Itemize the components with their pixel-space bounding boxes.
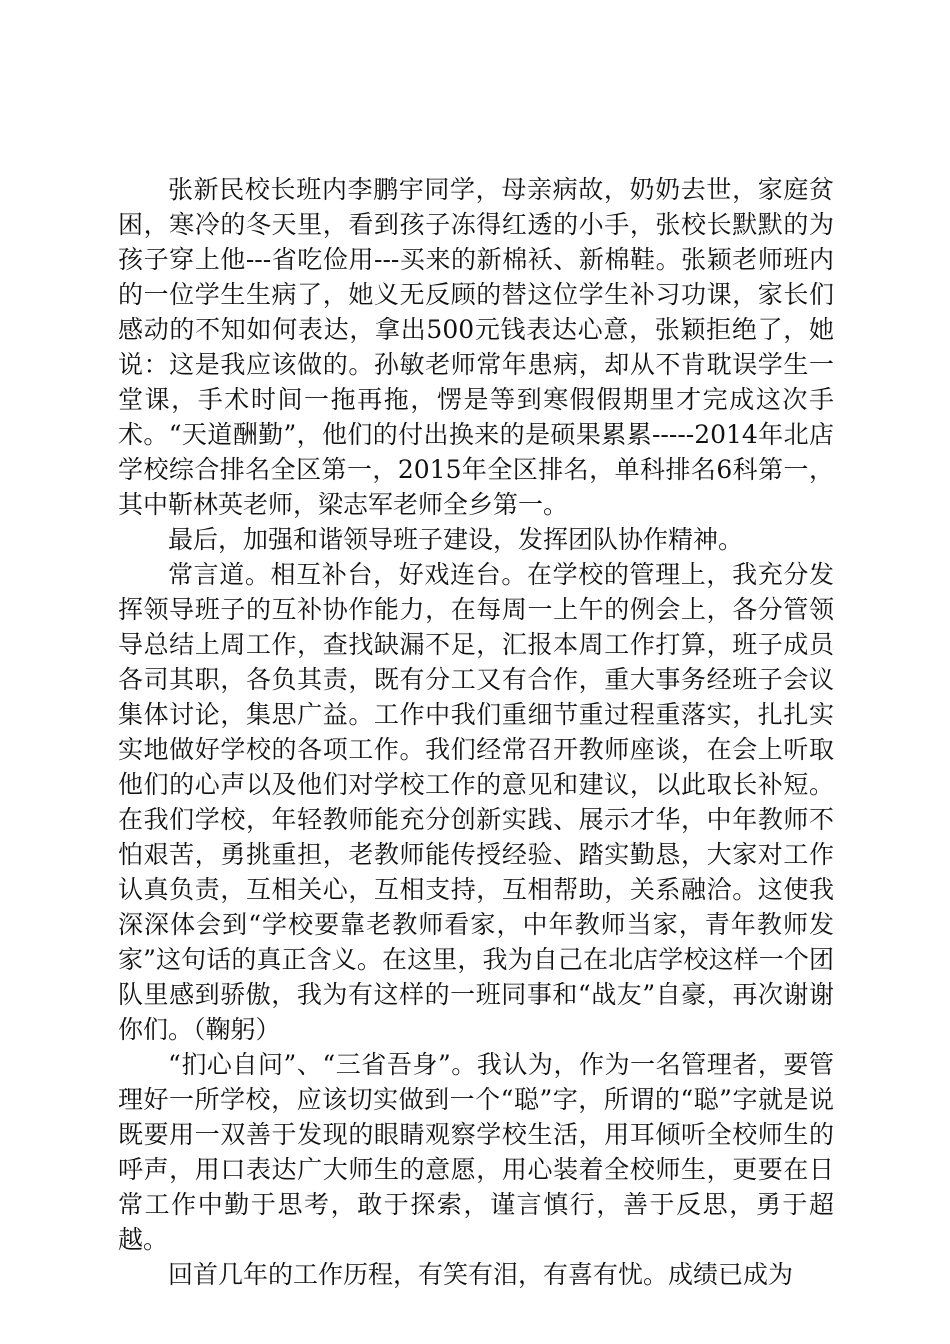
- paragraph-teamwork: 常言道。相互补台，好戏连台。在学校的管理上，我充分发挥领导班子的互补协作能力，在每周一上午的例会上，各分管领导总结上周工作，查找缺漏不足，汇报本周工作打算，班子成员各司其职，各负其责，既有分工又有合作，重大事务经班子会议集体讨论，集思广益。工作中我们重细节重过程重落实，扎扎实实地做好学校的各项工作。我们经常召开教师座谈，在会上听取他们的心声以及他们对学校工作的意见和建议，以此取长补短。在我们学校，年轻教师能充分创新实践、展示才华，中年教师不怕艰苦，勇挑重担，老教师能传授经验、踏实勤恳，大家对工作认真负责，互相关心，互相支持，互相帮助，关系融洽。这使我深深体会到“学校要靠老教师看家，中年教师当家，青年教师发家”这句话的真正含义。在这里，我为自己在北店学校这样一个团队里感到骄傲，我为有这样的一班同事和“战友”自豪，再次谢谢你们。（鞠躬）: [118, 560, 834, 1044]
- paragraph-looking-back: 回首几年的工作历程，有笑有泪，有喜有忧。成绩已成为: [168, 1260, 794, 1289]
- document-page: [118, 172, 834, 1292]
- paragraph-self-reflection: “扪心自问”、“三省吾身”。我认为，作为一名管理者，要管理好一所学校，应该切实做到一个“聪”字，所谓的“聪”字就是说既要用一双善于发现的眼睛观察学校生活，用耳倾听全校师生的呼声，用口表达广大师生的意愿，用心装着全校师生，更要在日常工作中勤于思考，敢于探索，谨言慎行，善于反思，勇于超越。: [118, 1050, 834, 1254]
- paragraph-student-care: 张新民校长班内李鹏宇同学，母亲病故，奶奶去世，家庭贫困，寒冷的冬天里，看到孩子冻得红透的小手，张校长默默的为孩子穿上他---省吃俭用---买来的新棉袄、新棉鞋。张颖老师班内的一位学生生病了，她义无反顾的替这位学生补习功课，家长们感动的不知如何表达，拿出500元钱表达心意，张颖拒绝了，她说：这是我应该做的。孙敏老师常年患病，却从不肯耽误学生一堂课，手术时间一拖再拖，愣是等到寒假假期里才完成这次手术。“天道酬勤”，他们的付出换来的是硕果累累-----2014年北店学校综合排名全区第一，2015年全区排名，单科排名6科第一，其中靳林英老师，梁志军老师全乡第一。: [118, 175, 834, 519]
- paragraph-leadership-heading: 最后，加强和谐领导班子建设，发挥团队协作精神。: [168, 525, 744, 554]
